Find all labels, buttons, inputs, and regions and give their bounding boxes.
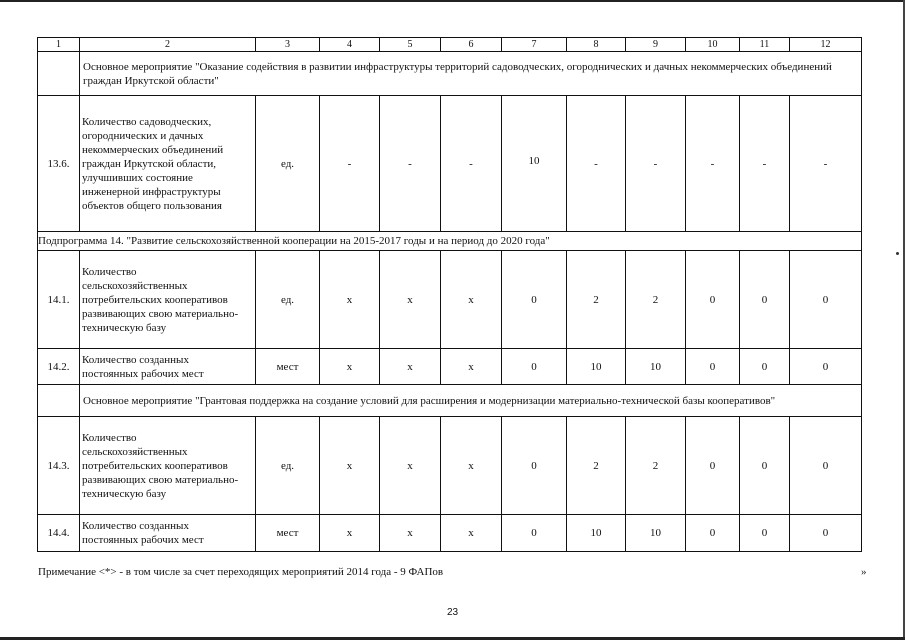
value-cell: х (441, 417, 502, 515)
column-number: 3 (256, 38, 320, 52)
value-cell: 0 (502, 515, 567, 552)
page-number: 23 (446, 607, 459, 618)
unit-cell: ед. (256, 417, 320, 515)
scan-speck (896, 252, 899, 255)
value-cell: х (320, 349, 380, 385)
value-cell: 0 (790, 251, 862, 349)
indicators-table (37, 37, 862, 552)
value-cell: х (320, 251, 380, 349)
unit-cell: мест (256, 515, 320, 552)
column-number: 11 (740, 38, 790, 52)
column-number-row (38, 38, 862, 52)
section-title-subprogram-14: Подпрограмма 14. "Развитие сельскохозяйственной кооперации на 2015-2017 годы и на период до 2020 года" (38, 232, 862, 251)
table-row (38, 417, 862, 515)
value-cell: - (441, 96, 502, 232)
row-number: 14.2. (38, 349, 80, 385)
section-row (38, 232, 862, 251)
value-cell: х (441, 515, 502, 552)
section-row (38, 385, 862, 417)
closing-quote: » (861, 566, 867, 578)
table-row (38, 251, 862, 349)
value-cell: 0 (502, 251, 567, 349)
value-cell: - (380, 96, 441, 232)
value-cell: 0 (790, 417, 862, 515)
unit-cell: ед. (256, 251, 320, 349)
indicator-name: Количество сельскохозяйственных потребительских кооперативов развивающих свою материально- техническую базу (80, 417, 256, 515)
value-cell: - (320, 96, 380, 232)
footnote: Примечание <*> - в том числе за счет переходящих мероприятий 2014 года - 9 ФАПов (38, 566, 444, 578)
value-cell: - (626, 96, 686, 232)
column-number: 2 (80, 38, 256, 52)
value-cell: 0 (740, 349, 790, 385)
section-title-main-event-2: Основное мероприятие "Грантовая поддержка на создание условий для расширения и модернизации материально-технической базы кооперативов" (80, 385, 862, 417)
value-cell: 0 (686, 515, 740, 552)
value-cell: 0 (740, 515, 790, 552)
value-cell: 10 (567, 515, 626, 552)
value-cell: 2 (567, 417, 626, 515)
value-cell: 0 (740, 417, 790, 515)
value-cell: 0 (740, 251, 790, 349)
value-cell: 2 (626, 417, 686, 515)
column-number: 10 (686, 38, 740, 52)
table-row (38, 96, 862, 232)
row-number: 13.6. (38, 96, 80, 232)
column-number: 8 (567, 38, 626, 52)
column-number: 6 (441, 38, 502, 52)
indicator-name: Количество сельскохозяйственных потребительских кооперативов развивающих свою материально- техническую базу (80, 251, 256, 349)
value-cell: х (441, 251, 502, 349)
value-cell: 10 (567, 349, 626, 385)
value-cell: 10 (626, 515, 686, 552)
indicator-name: Количество созданных постоянных рабочих мест (80, 515, 256, 552)
value-cell: х (380, 417, 441, 515)
value-cell: 10 (626, 349, 686, 385)
value-cell: 2 (626, 251, 686, 349)
empty-cell (38, 52, 80, 96)
page-frame-top (0, 0, 905, 2)
indicator-name: Количество садоводческих, огороднических и дачных некоммерческих объединений граждан Иркутской области, улучшивших состояние инженерной инфраструктуры объектов общего пользования (80, 96, 256, 232)
value-cell: х (380, 349, 441, 385)
column-number: 4 (320, 38, 380, 52)
value-cell: 0 (502, 349, 567, 385)
indicator-name: Количество созданных постоянных рабочих мест (80, 349, 256, 385)
value-cell: х (320, 417, 380, 515)
value-cell: 0 (502, 417, 567, 515)
row-number: 14.4. (38, 515, 80, 552)
value-cell: х (380, 515, 441, 552)
empty-cell (38, 385, 80, 417)
table-row (38, 349, 862, 385)
value-cell: 2 (567, 251, 626, 349)
column-number: 1 (38, 38, 80, 52)
row-number: 14.3. (38, 417, 80, 515)
value-cell: 0 (686, 349, 740, 385)
column-number: 12 (790, 38, 862, 52)
value-cell: - (686, 96, 740, 232)
column-number: 5 (380, 38, 441, 52)
value-cell: 0 (686, 417, 740, 515)
value-cell: х (380, 251, 441, 349)
value-cell: х (441, 349, 502, 385)
value-cell: 10 (502, 96, 567, 232)
value-cell: 0 (686, 251, 740, 349)
column-number: 9 (626, 38, 686, 52)
value-cell: х (320, 515, 380, 552)
section-row (38, 52, 862, 96)
table-row (38, 515, 862, 552)
value-cell: - (790, 96, 862, 232)
column-number: 7 (502, 38, 567, 52)
unit-cell: ед. (256, 96, 320, 232)
section-title-main-event-1: Основное мероприятие "Оказание содействия в развитии инфраструктуры территорий садоводческих, огороднических и дачных некоммерческих объединений граждан Иркутской области" (80, 52, 862, 96)
unit-cell: мест (256, 349, 320, 385)
value-cell: 0 (790, 515, 862, 552)
row-number: 14.1. (38, 251, 80, 349)
value-cell: 0 (790, 349, 862, 385)
value-cell: - (740, 96, 790, 232)
value-cell: - (567, 96, 626, 232)
